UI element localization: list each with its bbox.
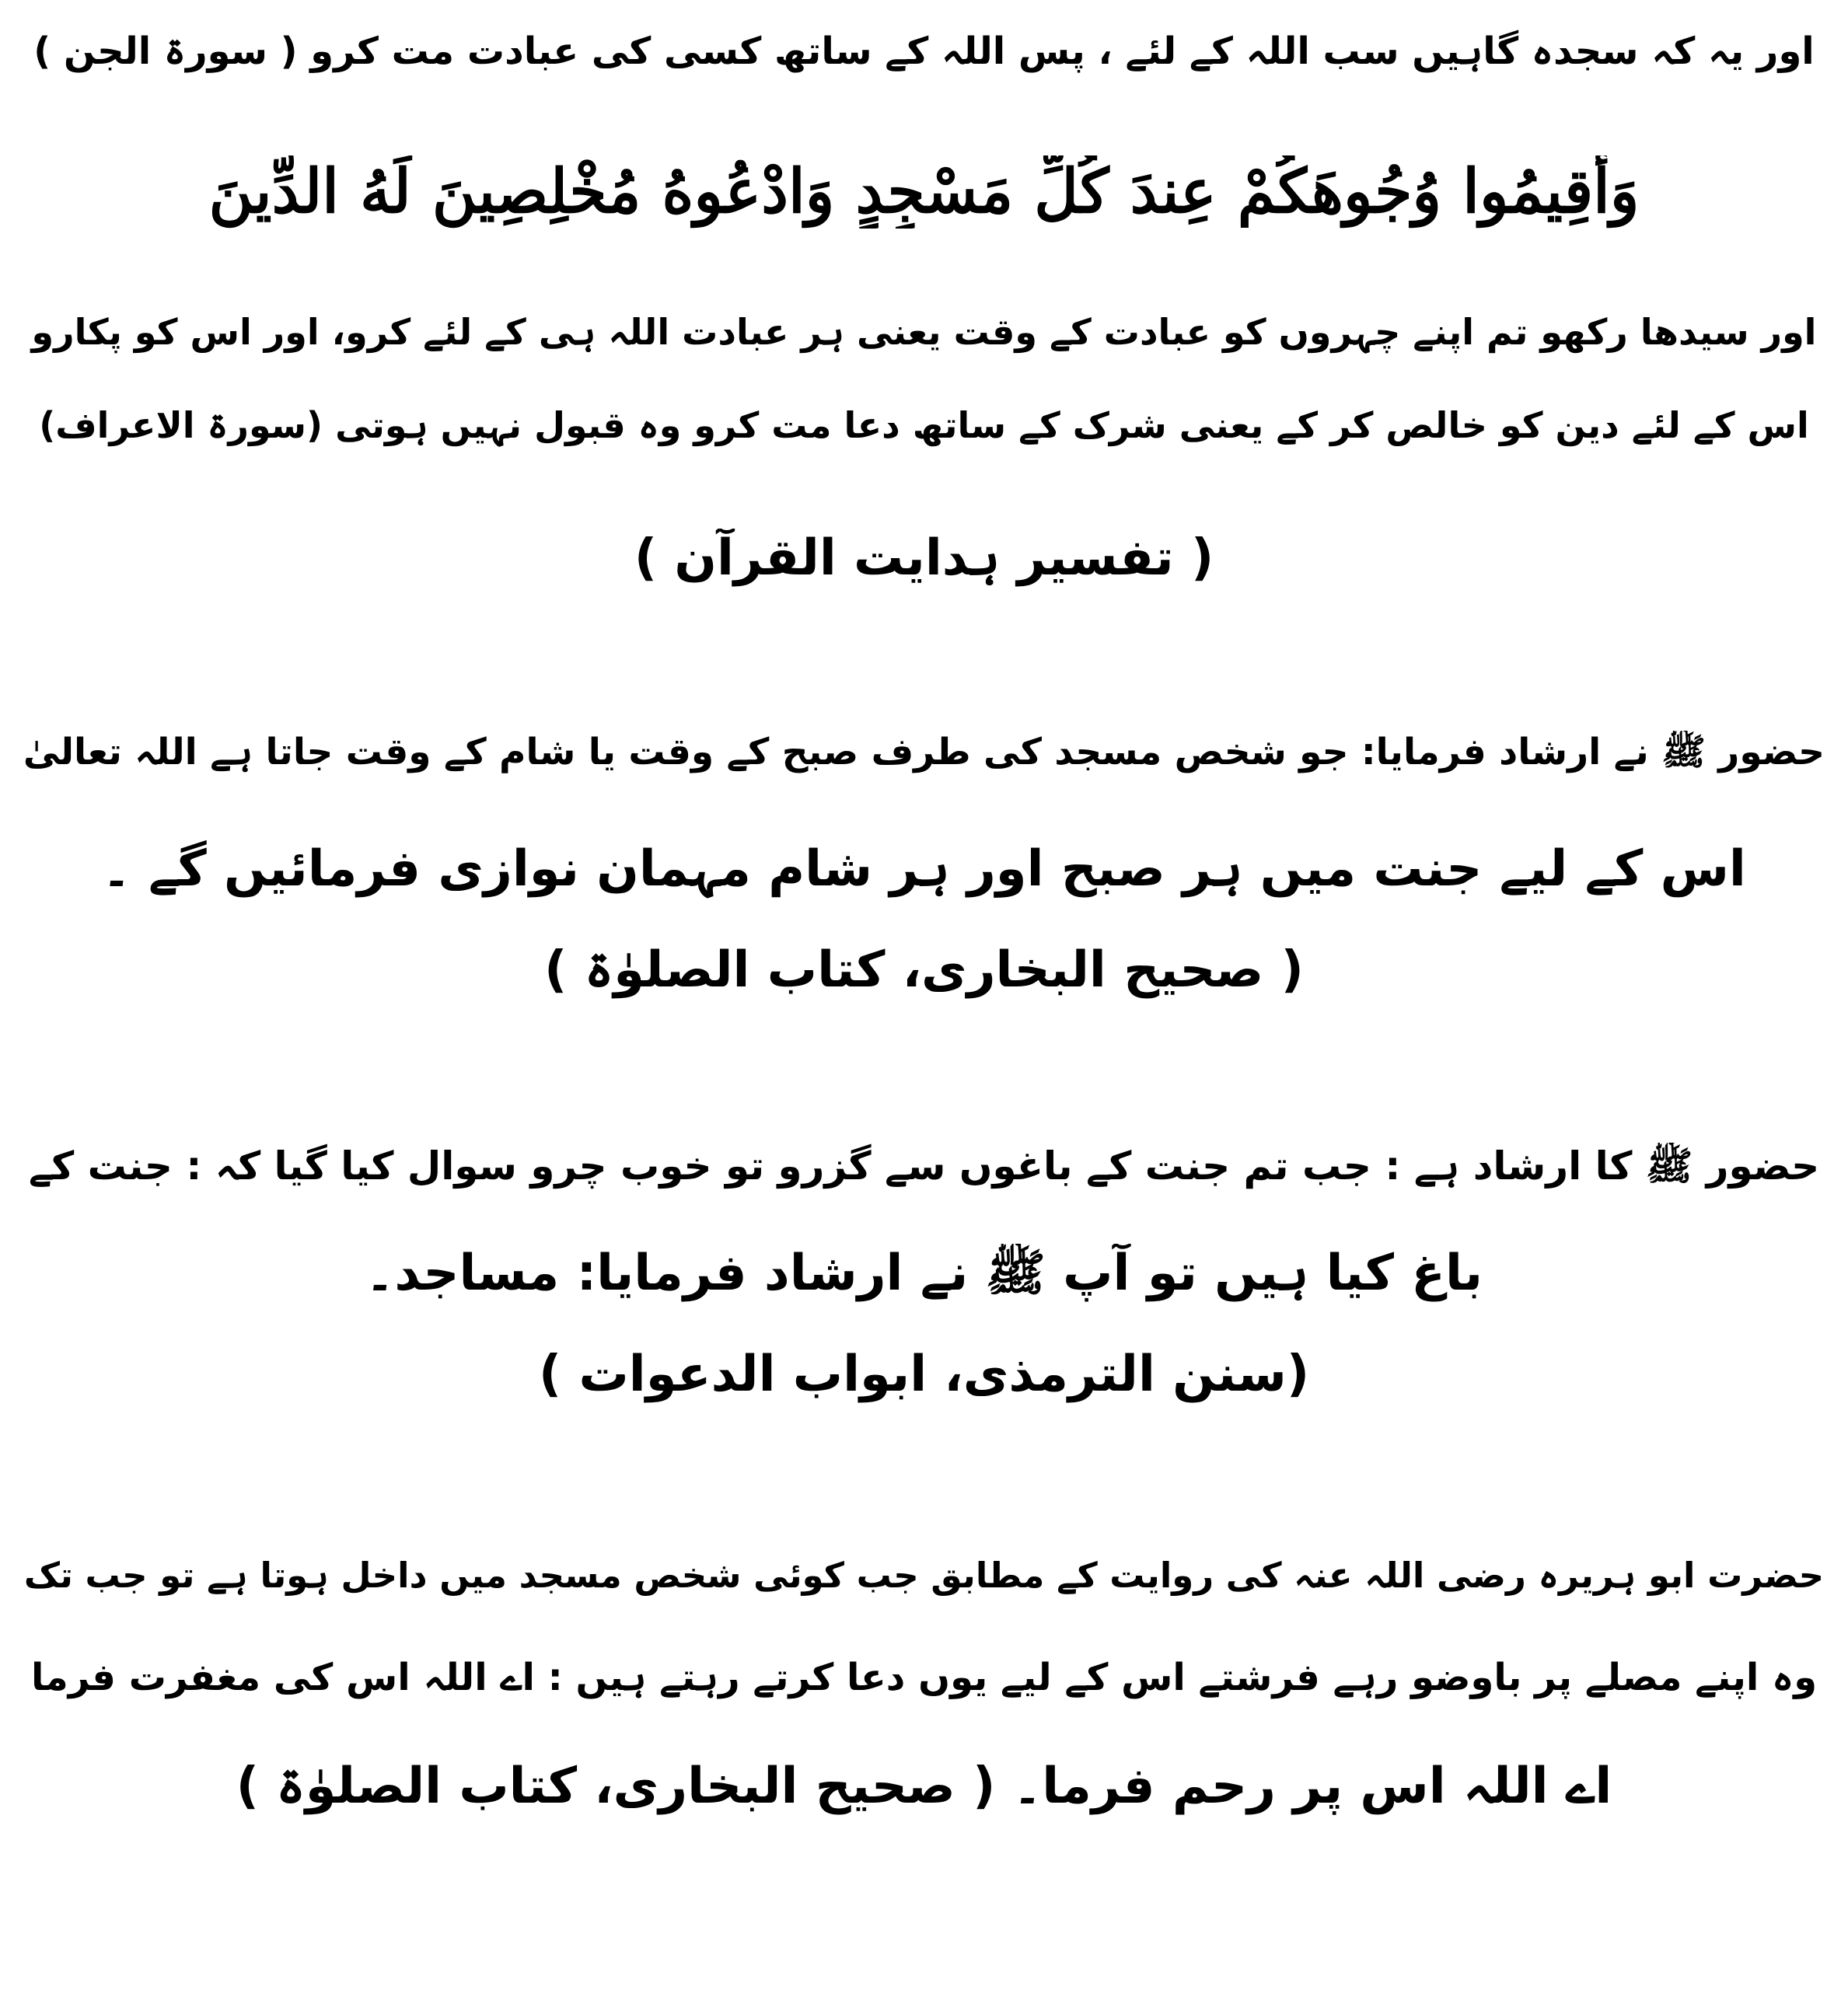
hadith-3-line-2: وہ اپنے مصلے پر باوضو رہے فرشتے اس کے لیے یوں دعا کرتے رہتے ہیں : اے اللہ اس کی مغفرت فرما: [30, 1656, 1818, 1699]
surah-jinn-line: اور یہ کہ سجدہ گاہیں سب اللہ کے لئے ، پس اللہ کے ساتھ کسی کی عبادت مت کرو ( سورۃ الجن ): [33, 30, 1815, 73]
translation-line-1: اور سیدھا رکھو تم اپنے چہروں کو عبادت کے وقت یعنی ہر عبادت اللہ ہی کے لئے کرو، اور اس کو پکارو: [31, 311, 1817, 353]
hadith-2-reference: (سنن الترمذی، ابواب الدعوات ): [538, 1346, 1310, 1403]
hadith-3-line-1: حضرت ابو ہریرہ رضی اللہ عنہ کی روایت کے مطابق جب کوئی شخص مسجد میں داخل ہوتا ہے تو جب تک: [23, 1555, 1825, 1596]
hadith-1-line-2: اس کے لیے جنت میں ہر صبح اور ہر شام مہمان نوازی فرمائیں گے ۔: [102, 840, 1746, 898]
hadith-2-line-1: حضور ﷺ کا ارشاد ہے : جب تم جنت کے باغوں سے گزرو تو خوب چرو سوال کیا گیا کہ : جنت کے: [28, 1143, 1820, 1189]
hadith-1-line-1: حضور ﷺ نے ارشاد فرمایا: جو شخص مسجد کی طرف صبح کے وقت یا شام کے وقت جاتا ہے اللہ تعالیٰ: [23, 731, 1825, 773]
hadith-2-line-2: باغ کیا ہیں تو آپ ﷺ نے ارشاد فرمایا: مساجد۔: [365, 1245, 1483, 1302]
hadith-1-reference: ( صحیح البخاری، کتاب الصلوٰۃ ): [544, 941, 1304, 999]
quran-verse: وَأَقِيمُوا وُجُوهَكُمْ عِندَ كُلِّ مَسْجِدٍ وَادْعُوهُ مُخْلِصِينَ لَهُ الدِّينَ: [208, 156, 1640, 227]
translation-line-2: اس کے لئے دین کو خالص کر کے یعنی شرک کے ساتھ دعا مت کرو وہ قبول نہیں ہوتی (سورۃ الاعراف): [39, 404, 1809, 446]
hadith-3-line-3: اے اللہ اس پر رحم فرما۔ ( صحیح البخاری، کتاب الصلوٰۃ ): [236, 1758, 1612, 1815]
tafseer-reference: ( تفسیر ہدایت القرآن ): [634, 529, 1214, 587]
